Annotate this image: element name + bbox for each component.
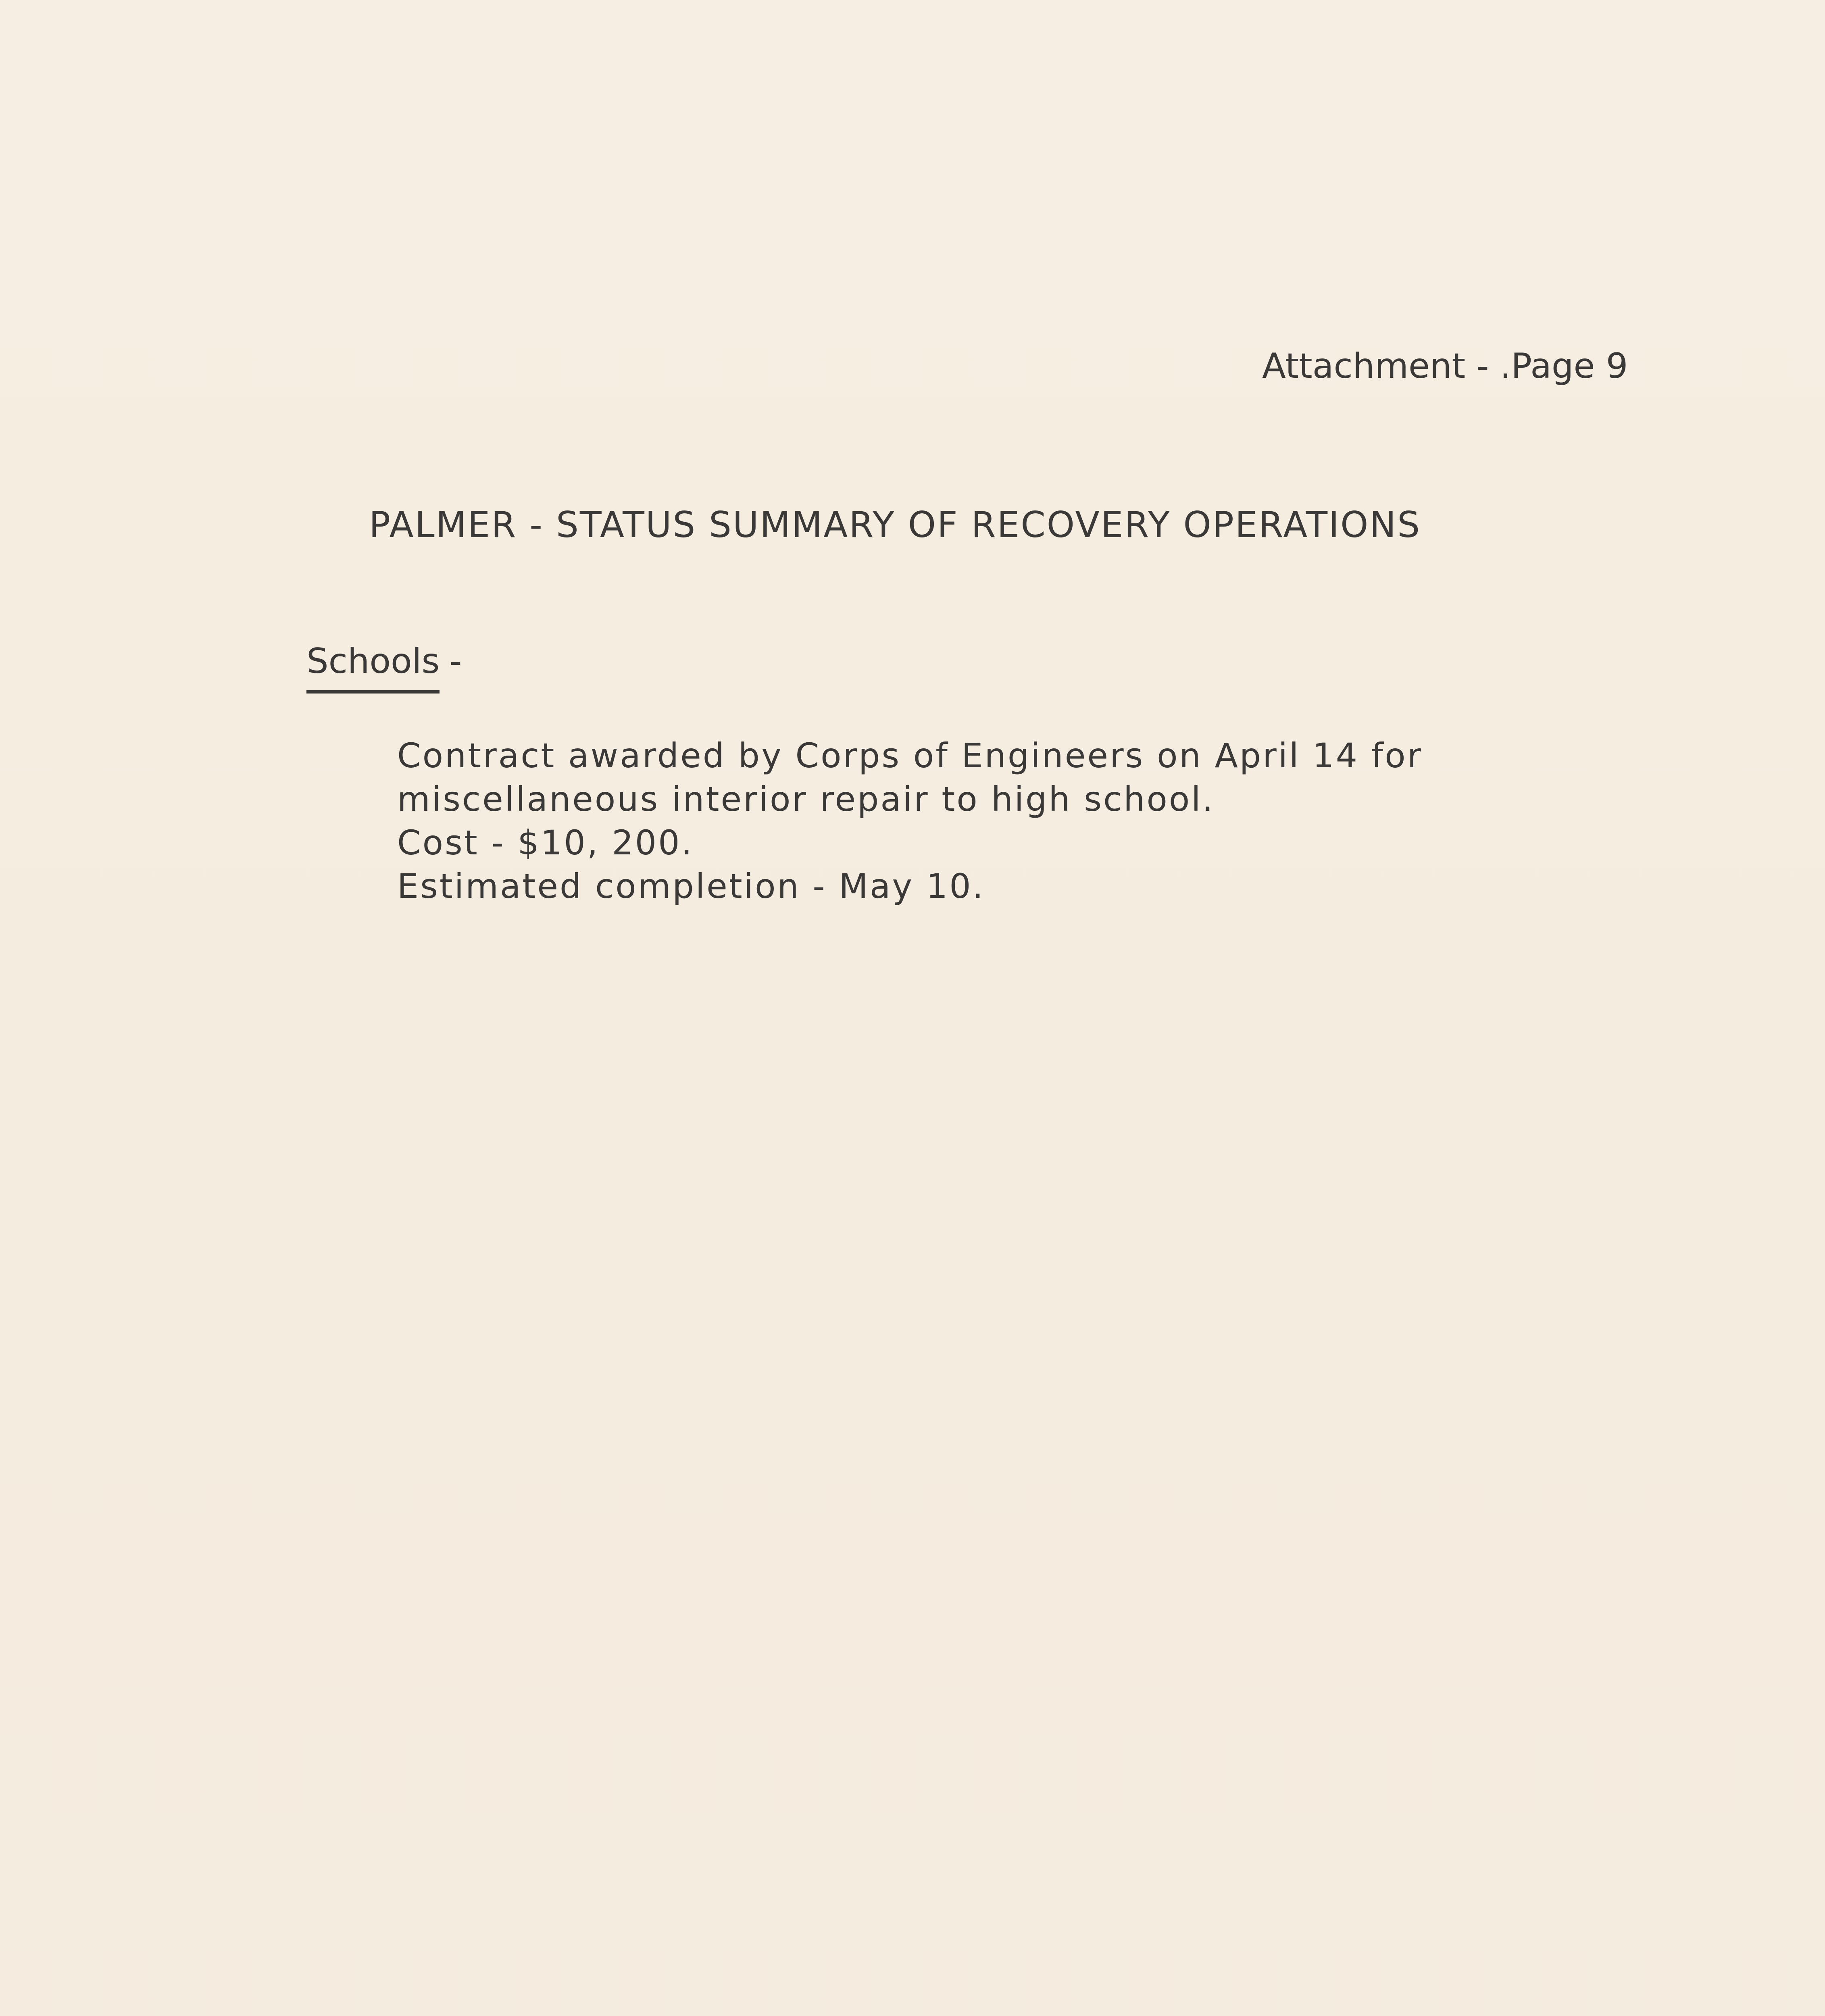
section-heading-dash: -	[449, 641, 462, 681]
body-line: Estimated completion - May 10.	[397, 866, 985, 906]
document-title: PALMER - STATUS SUMMARY OF RECOVERY OPERATIONS	[369, 504, 1421, 546]
body-line: Cost - $10, 200.	[397, 823, 694, 862]
section-body	[397, 734, 1607, 908]
body-line: Contract awarded by Corps of Engineers on April 14 for	[397, 736, 1423, 775]
page-number: Attachment - .Page 9	[1262, 346, 1628, 386]
body-line: miscellaneous interior repair to high school.	[397, 779, 1215, 819]
section-heading	[306, 641, 462, 694]
section-heading-label: Schools	[306, 641, 440, 694]
